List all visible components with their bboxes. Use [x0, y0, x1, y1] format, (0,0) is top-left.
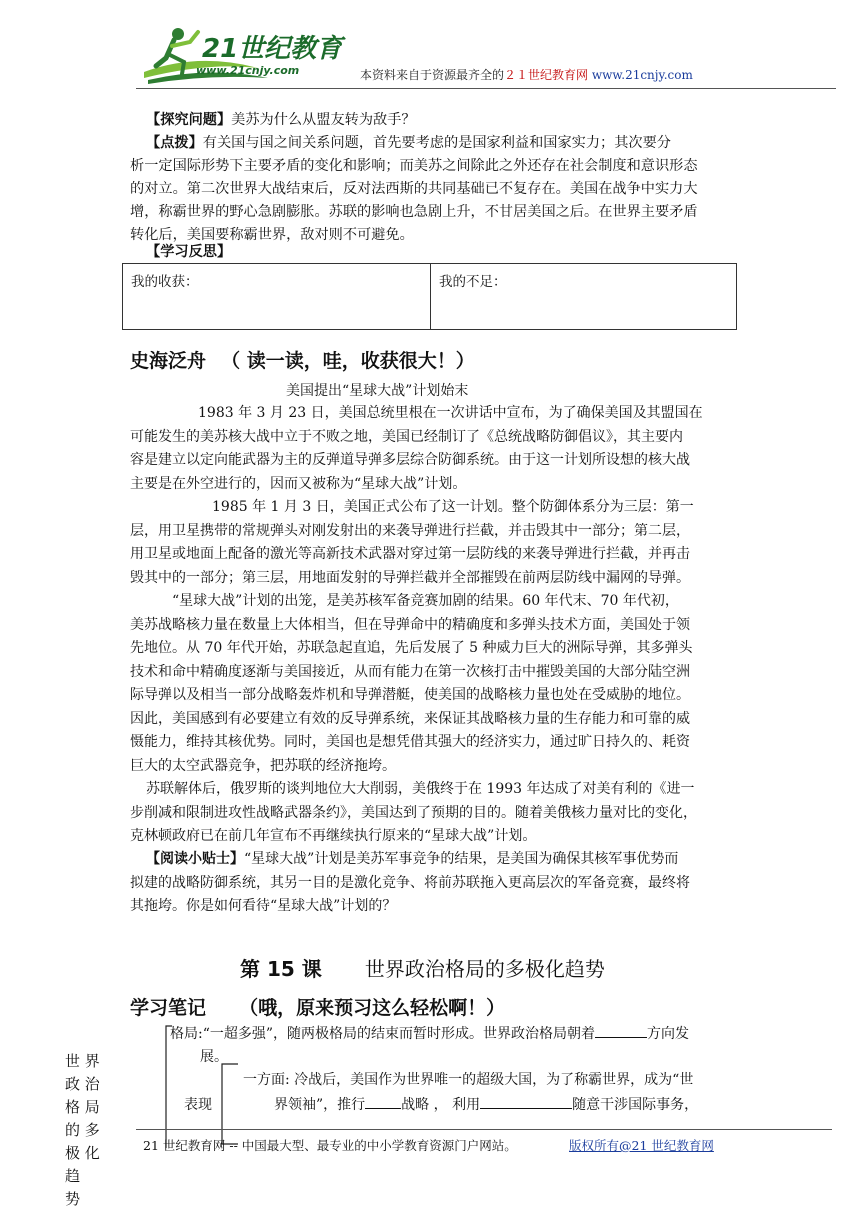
reflection-table [122, 263, 737, 330]
header-note-prefix: 本资料来自于资源最齐全的 [360, 68, 505, 82]
site-logo [138, 22, 343, 86]
tip-line: “星球大战”计划是美苏军事竞争的结果，是美国为确保其核军事优势而 [244, 851, 679, 867]
para2-line: 用卫星或地面上配备的激光等高新技术武器对穿过第一层防线的来袭导弹进行拦截，并再击 [130, 546, 690, 562]
pattern-line-1 [170, 1023, 689, 1047]
strategy-blank[interactable] [365, 1094, 401, 1109]
pattern-line-2: 展。 [200, 1049, 228, 1065]
hint-line: 转化后，美国要称霸世界，敌对则不可避免。 [130, 227, 414, 243]
side-label-line: 势 [65, 1190, 81, 1208]
para3-line: 美苏战略核力量在数量上大体相当，但在导弹命中的精确度和多弹头技术方面，美国处于领 [130, 616, 690, 633]
para4-line: 克林顿政府已在前几年宣布不再继续执行原来的“星球大战”计划。 [130, 828, 537, 844]
reading-tip [130, 848, 750, 919]
lesson-title: 世界政治格局的多极化趋势 [364, 957, 605, 981]
header-note [360, 66, 693, 83]
logo-title: 21世纪教育 [202, 34, 343, 64]
reading-section-subtitle: （ 读一读，哇，收获很大！） [221, 350, 475, 372]
para3-line: 巨大的太空武器竞争，把苏联的经济拖垮。 [130, 757, 396, 774]
para4-line: 苏联解体后，俄罗斯的谈判地位大大削弱，美俄终于在 1993 年达成了对美有利的《进一 [146, 781, 695, 797]
article-paragraph-4 [130, 778, 750, 849]
tip-line: 拟建的战略防御系统，其另一目的是激化竞争、将前苏联拖入更高层次的军备竞赛，最终将 [130, 874, 690, 891]
side-label-line: 的 多 [65, 1121, 100, 1139]
hint-paragraph [130, 132, 740, 247]
para3-line: 因此，美国感到有必要建立有效的反导弹系统，来保证其战略核力量的生存能力和可靠的威 [130, 710, 690, 727]
notes-title: 学习笔记 [130, 997, 207, 1019]
article-paragraph-3 [130, 590, 750, 778]
question-text: 美苏为什么从盟友转为敌手？ [231, 112, 416, 128]
article-title: 美国提出“星球大战”计划始末 [286, 383, 469, 399]
header-divider [136, 88, 836, 89]
para2-line: 1985 年 1 月 3 日，美国正式公布了这一计划。整个防御体系分为三层：第一 [212, 499, 694, 515]
side-label [65, 1050, 105, 1211]
article-paragraph-2 [130, 496, 750, 590]
header-note-site[interactable]: ２１世纪教育网 [504, 68, 589, 82]
table-divider [430, 264, 431, 329]
para2-line: 层，用卫星携带的常规弹头对刚发射出的来袭导弹进行拦截，并击毁其中一部分；第二层， [130, 522, 690, 539]
tip-line: 其拖垮。你是如何看待“星球大战”计划的？ [130, 898, 397, 914]
para3-line: 先地位。从 70 年代开始，苏联急起直追，先后发展了 5 种威力巨大的洲际导弹，其多弹头 [130, 640, 693, 656]
side-label-line: 世 界 [65, 1052, 100, 1070]
notes-header [130, 993, 505, 1020]
reflection-heading: 【学习反思】 [146, 244, 232, 260]
footer-divider [136, 1129, 832, 1130]
hint-tag: 【点拨】 [146, 135, 203, 151]
aspect-text: 界领袖”，推行 [274, 1097, 366, 1113]
hint-line: 析一定国际形势下主要矛盾的变化和影响；而美苏之间除此之外还存在社会制度和意识形态 [130, 158, 698, 174]
aspect-text: 战略 ， 利用 [401, 1097, 481, 1113]
aspect-text: 随意干涉国际事务， [572, 1097, 699, 1113]
logo-url: www.21cnjy.com [196, 64, 300, 77]
hint-line: 有关国与国之间关系问题，首先要考虑的是国家利益和国家实力；其次要分 [202, 135, 671, 151]
hint-line: 增，称霸世界的野心急剧膨胀。苏联的影响也急剧上升，不甘居美国之后。在世界主要矛盾 [130, 204, 698, 220]
shortfall-cell[interactable]: 我的不足： [439, 274, 507, 290]
reading-section-title: 史海泛舟 [130, 350, 207, 372]
footer-tagline: 21 世纪教育网 -- 中国最大型、最专业的中小学教育资源门户网站。 [143, 1138, 517, 1153]
tip-tag: 【阅读小贴士】 [146, 851, 244, 867]
aspect-line-2 [274, 1094, 698, 1118]
pattern-text: 格局:“一超多强”，随两极格局的结束而暂时形成。世界政治格局朝着 [170, 1026, 596, 1042]
question-tag: 【探究问题】 [146, 112, 232, 128]
para1-line: 可能发生的美苏核大战中立于不败之地，美国已经制订了《总统战略防御倡议》，其主要内 [130, 428, 683, 445]
gain-cell[interactable]: 我的收获： [131, 274, 199, 290]
para3-line: 际导弹以及相当一部分战略轰炸机和导弹潜艇，使美国的战略核力量也处在受威胁的地位。 [130, 687, 690, 703]
para1-line: 容是建立以定向能武器为主的反弹道导弹多层综合防御系统。由于这一计划所设想的核大战 [130, 452, 690, 468]
para2-line: 毁其中的一部分；第三层，用地面发射的导弹拦截并全部摧毁在前两层防线中漏网的导弹。 [130, 569, 690, 586]
header-note-url[interactable]: www.21cnjy.com [591, 68, 693, 82]
lesson-heading [240, 953, 605, 982]
direction-blank[interactable] [595, 1023, 647, 1038]
para3-line: 慑能力，维持其核优势。同时，美国也是想凭借其强大的经济实力，通过旷日持久的、耗资 [130, 734, 690, 750]
footer-copyright-link[interactable]: 版权所有@21 世纪教育网 [569, 1138, 714, 1153]
para3-line: “星球大战”计划的出笼，是美苏核军备竞赛加剧的结果。60 年代末、70 年代初， [172, 593, 679, 609]
means-blank[interactable] [480, 1094, 572, 1109]
pattern-text-end: 方向发 [647, 1026, 690, 1042]
para1-line: 主要是在外空进行的，因而又被称为“星球大战”计划。 [130, 475, 467, 492]
reading-section-header [130, 346, 475, 373]
side-label-line: 格 局 [65, 1098, 100, 1116]
lesson-number: 第 15 课 [240, 957, 322, 981]
inquiry-question [146, 109, 416, 132]
para3-line: 技术和命中精确度逐渐与美国接近，从而有能力在第一次核打击中摧毁美国的大部分陆空洲 [130, 663, 690, 680]
para1-line: 1983 年 3 月 23 日，美国总统里根在一次讲话中宣布，为了确保美国及其盟国在 [198, 405, 703, 421]
article-paragraph-1 [130, 402, 750, 496]
aspect-line-1: 一方面: 冷战后，美国作为世界唯一的超级大国，为了称霸世界，成为“世 [243, 1072, 694, 1088]
side-label-line: 极 化 [65, 1144, 100, 1162]
side-label-line: 政 治 [65, 1075, 100, 1093]
para4-line: 步削减和限制进攻性战略武器条约》，美国达到了预期的目的。随着美俄核力量对比的变化， [130, 804, 697, 821]
notes-subtitle: （哦，原来预习这么轻松啊！） [239, 997, 506, 1019]
side-label-line: 趋 [65, 1167, 81, 1185]
hint-line: 的对立。第二次世界大战结束后，反对法西斯的共同基础已不复存在。美国在战争中实力大 [130, 181, 698, 197]
expression-label: 表现 [184, 1097, 212, 1113]
